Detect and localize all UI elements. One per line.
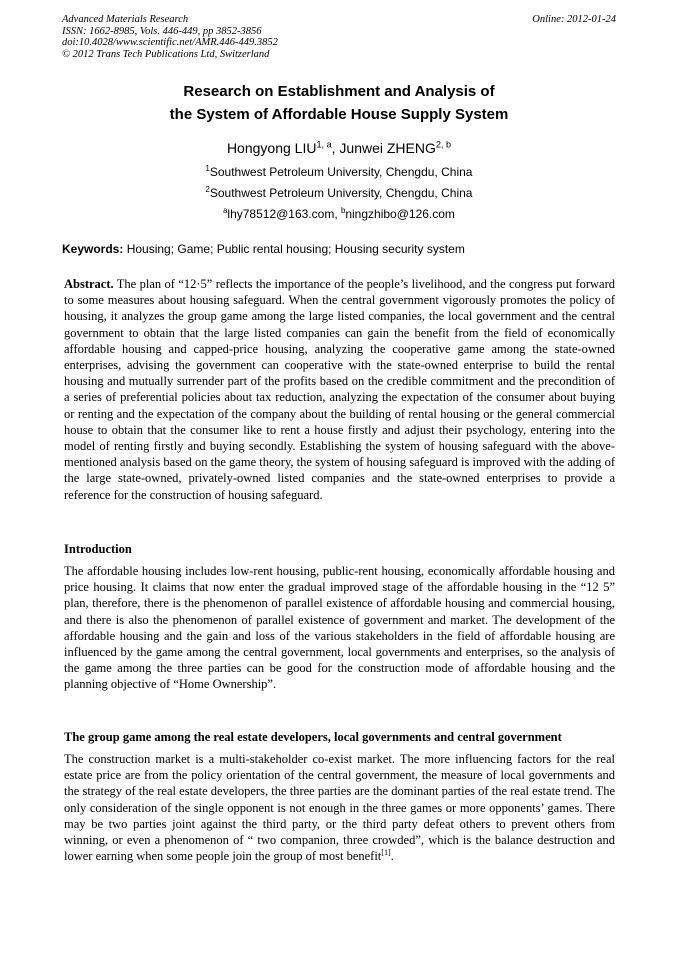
section-2-paragraph — [64, 751, 615, 864]
author-1-sup: 1, a — [316, 139, 332, 150]
section-2-text: The construction market is a multi-stakeholder co-exist market. The more influencing factors for the real estate price are from the policy orientation of the central government, the measure of local governments and the strategy of the real estate developers, the three parties are the dominant parties of the real estate trend. The only consideration of the single opponent is not enough in the three games or more opponents’ games. There may be two parties joint against the third party, or the third party defeat others to prevent others from winning, or even a phenomenon of “ two companion, three crowded”, which is the balance destruction and lower earning when some people join the group of most benefit — [64, 752, 615, 864]
author-2-sup: 2, b — [435, 139, 452, 150]
email-a-sup: a — [223, 206, 228, 215]
affiliation-2 — [62, 185, 616, 201]
citation-ref: [1] — [381, 848, 391, 858]
abstract-text: The plan of “12·5” reflects the importance of the people’s livelihood, and the congress put forward to some measures about housing safeguard. When the central government vigorously promotes the policy of housing, it analyzes the group game among the large listed companies, the local government and the central government to obtain that the large listed companies can gain the benefit from the field of economically affordable housing and capped-price housing, analyzing the cooperative game among the state-owned enterprises, advising the government can cooperative with the state-owned enterprise to build the rental housing and mutually surrender part of the profits based on the credible commitment and the precondition of a series of preferential policies about tax reduction, analyzing the expectation of the consumer about buying or renting and the expectation of the company about the building of rental housing or the general commercial house to obtain that the consumer like to rent a house firstly and adjust their psychology, entering into the model of renting firstly and buying secondly. Establishing the system of housing safeguard with the above-mentioned analysis based on the game theory, the system of housing safeguard is improved with the adding of the large state-owned, privately-owned listed companies and the state-owned enterprises to provide a reference for the construction of housing safeguard. — [64, 277, 615, 502]
keywords — [62, 241, 616, 257]
affiliation-2-text: Southwest Petroleum University, Chengdu, China — [209, 186, 473, 200]
journal-name: Advanced Materials Research — [62, 14, 189, 25]
affiliation-2-sup: 2 — [205, 185, 210, 194]
email-line — [62, 206, 616, 222]
introduction-heading: Introduction — [64, 542, 132, 556]
abstract-label: Abstract. — [64, 277, 114, 291]
issn-line: ISSN: 1662-8985, Vols. 446-449, pp 3852-3856 — [62, 25, 262, 37]
keywords-label: Keywords: — [62, 242, 124, 256]
email-a: lhy78512@163.com — [227, 207, 335, 221]
email-b: ningzhibo@126.com — [345, 207, 455, 221]
affiliation-1 — [62, 164, 616, 180]
introduction-paragraph: The affordable housing includes low-rent housing, public-rent housing, economically affordable housing and price housing. It claims that now enter the gradual improved stage of the affordable housing in the “12 5” plan, therefore, there is the phenomenon of parallel existence of affordable housing and commercial housing, and there is also the phenomenon of parallel existence of government and market. The development of the affordable housing and the gain and loss of the various stakeholders in the field of affordable housing are influenced by the game among the central government, local governments and enterprises, so the analysis of the game among the three parties can be good for the construction mode of affordable housing and the planning objective of “Home Ownership”. — [64, 564, 615, 692]
affiliation-1-sup: 1 — [205, 164, 210, 173]
title-line-2: the System of Affordable House Supply System — [169, 106, 509, 123]
paper-title — [62, 80, 616, 126]
copyright-line: © 2012 Trans Tech Publications Ltd, Switzerland — [62, 48, 270, 60]
email-b-sup: b — [341, 206, 346, 215]
author-separator: , — [331, 140, 340, 156]
title-line-1: Research on Establishment and Analysis of — [183, 83, 495, 100]
journal-header — [62, 14, 616, 60]
doi-line: doi:10.4028/www.scientific.net/AMR.446-449.3852 — [62, 37, 278, 48]
abstract-paragraph — [64, 276, 615, 503]
author-list — [62, 138, 616, 158]
section-2-heading: The group game among the real estate developers, local governments and central government — [64, 730, 562, 744]
email-separator: , — [334, 207, 341, 221]
author-2-name: Junwei ZHENG — [339, 140, 436, 156]
affiliation-1-text: Southwest Petroleum University, Chengdu, China — [209, 165, 473, 179]
author-1-name: Hongyong LIU — [226, 140, 317, 156]
keywords-text: Housing; Game; Public rental housing; Housing security system — [123, 242, 465, 256]
online-date: Online: 2012-01-24 — [532, 14, 616, 25]
section-2-end: . — [390, 849, 394, 864]
